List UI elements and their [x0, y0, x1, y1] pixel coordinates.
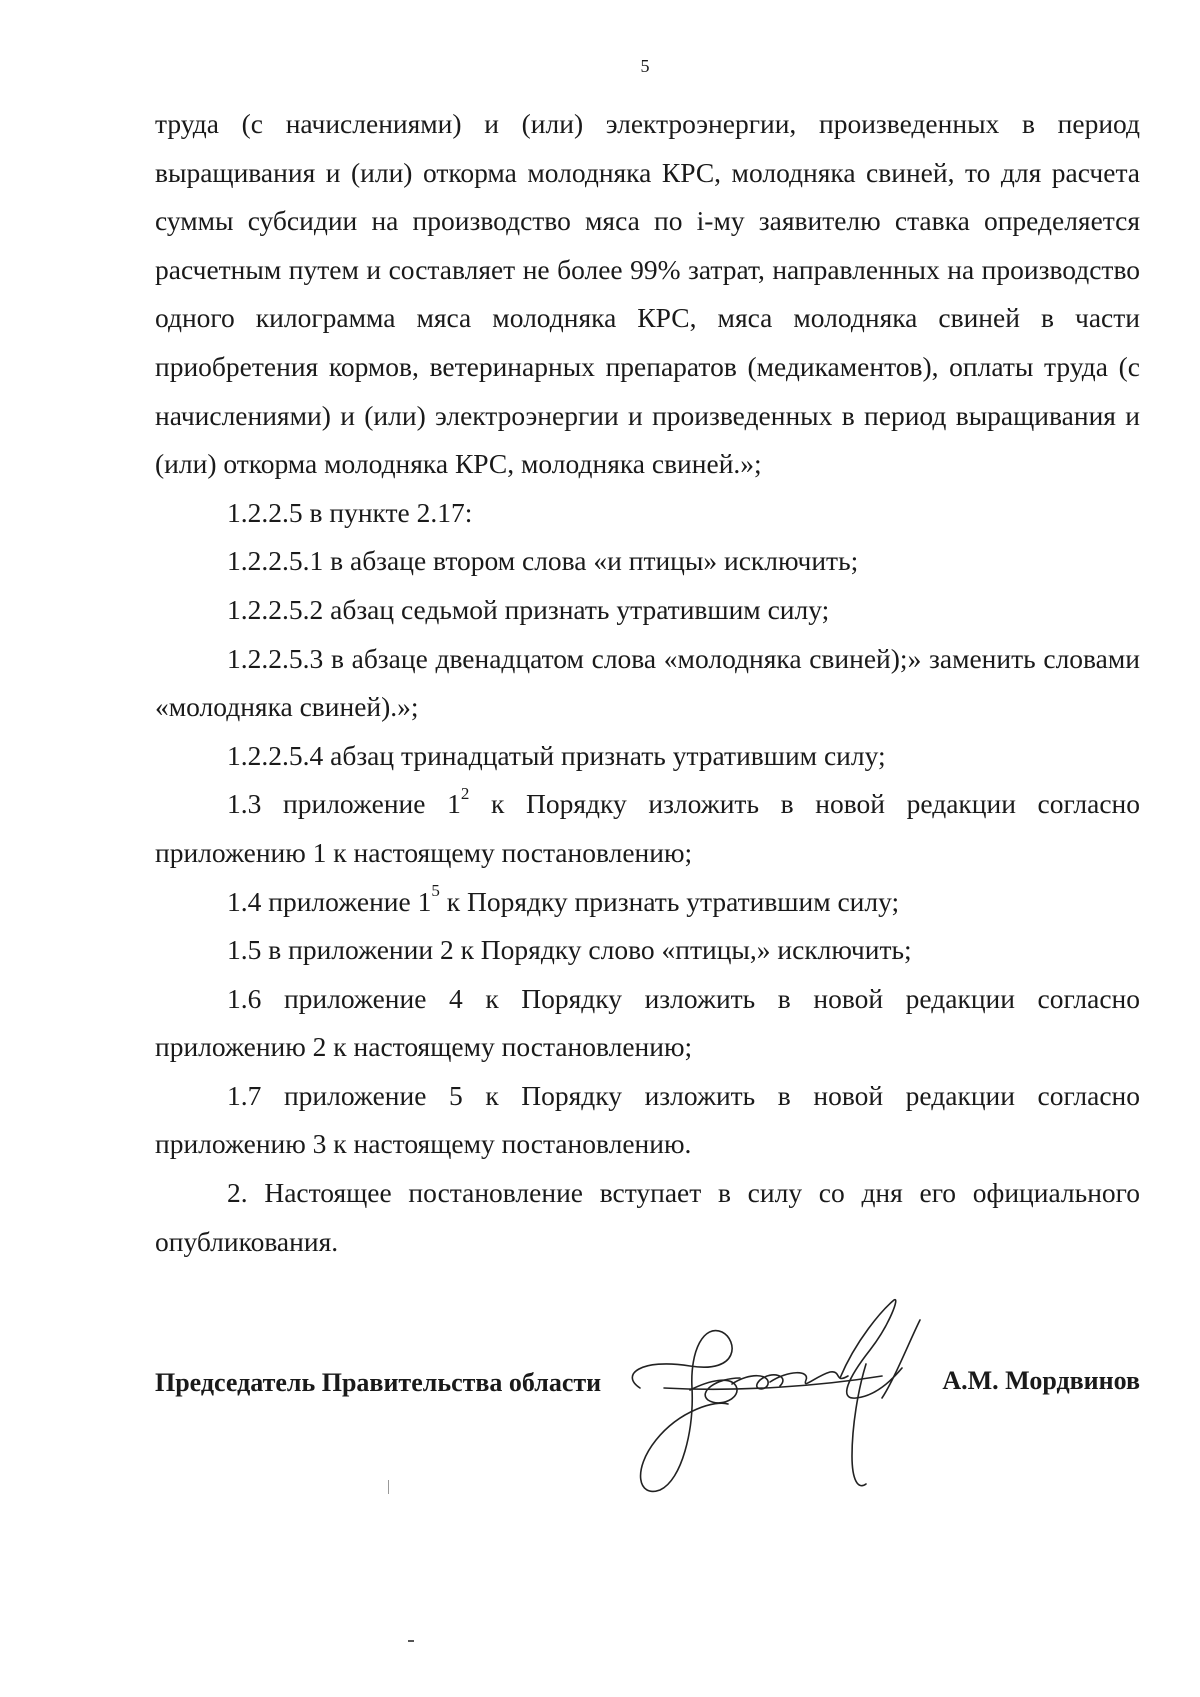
document-body	[155, 100, 1140, 1266]
superscript-5: 5	[431, 881, 440, 901]
paragraph-1-5: 1.5 в приложении 2 к Порядку слово «птицы,» исключить;	[227, 934, 912, 966]
scan-artifact-dot	[388, 1480, 389, 1494]
paragraph-1-2-2-5-4: 1.2.2.5.4 абзац тринадцатый признать утратившим силу;	[227, 739, 886, 771]
paragraph-continuation: труда (с начислениями) и (или) электроэнергии, произведенных в период выращивания и (или) откорма молодняка КРС, молодняка свиней, то для расчета суммы субсидии на производство мяса по i-му заявителю ставка определяется расчетным путем и составляет не более 99% затрат, направленных на производство одного килограмма мяса молодняка КРС, мяса молодняка свиней в части приобретения кормов, ветеринарных препаратов (медикаментов), оплаты труда (с начислениями) и (или) электроэнергии и произведенных в период выращивания и (или) откорма молодняка КРС, молодняка свиней.»;	[155, 108, 1140, 480]
paragraph-1-4-text-end: к Порядку признать утратившим силу;	[439, 885, 900, 917]
superscript-2: 2	[460, 784, 470, 804]
paragraph-1-4-text-start: 1.4 приложение 1	[227, 885, 432, 917]
paragraph-1-3	[155, 780, 1140, 877]
paragraph-2: 2. Настоящее постановление вступает в силу со дня его официального опубликования.	[155, 1177, 1140, 1257]
paragraph-1-3-text-end: к Порядку изложить в новой редакции согласно приложению 1 к настоящему постановлению;	[155, 788, 1140, 868]
paragraph-1-2-2-5: 1.2.2.5 в пункте 2.17:	[227, 496, 473, 528]
paragraph-1-7: 1.7 приложение 5 к Порядку изложить в новой редакции согласно приложению 3 к настоящему постановлению.	[155, 1079, 1140, 1160]
paragraph-1-2-2-5-2: 1.2.2.5.2 абзац седьмой признать утратившим силу;	[227, 593, 830, 625]
paragraph-1-3-text-start: 1.3 приложение 1	[227, 788, 461, 820]
paragraph-1-4	[155, 878, 1140, 927]
signatory-name: А.М. Мордвинов	[942, 1366, 1140, 1395]
handwritten-signature-icon	[620, 1280, 980, 1500]
signatory-title: Председатель Правительства области	[155, 1368, 602, 1397]
paragraph-1-6: 1.6 приложение 4 к Порядку изложить в новой редакции согласно приложению 2 к настоящему постановлению;	[155, 982, 1140, 1063]
page-number: 5	[640, 56, 650, 76]
scan-artifact-dot	[408, 1640, 414, 1642]
paragraph-1-2-2-5-1: 1.2.2.5.1 в абзаце втором слова «и птицы» исключить;	[227, 545, 859, 577]
paragraph-1-2-2-5-3: 1.2.2.5.3 в абзаце двенадцатом слова «молодняка свиней);» заменить словами «молодняка свиней).»;	[155, 642, 1140, 723]
